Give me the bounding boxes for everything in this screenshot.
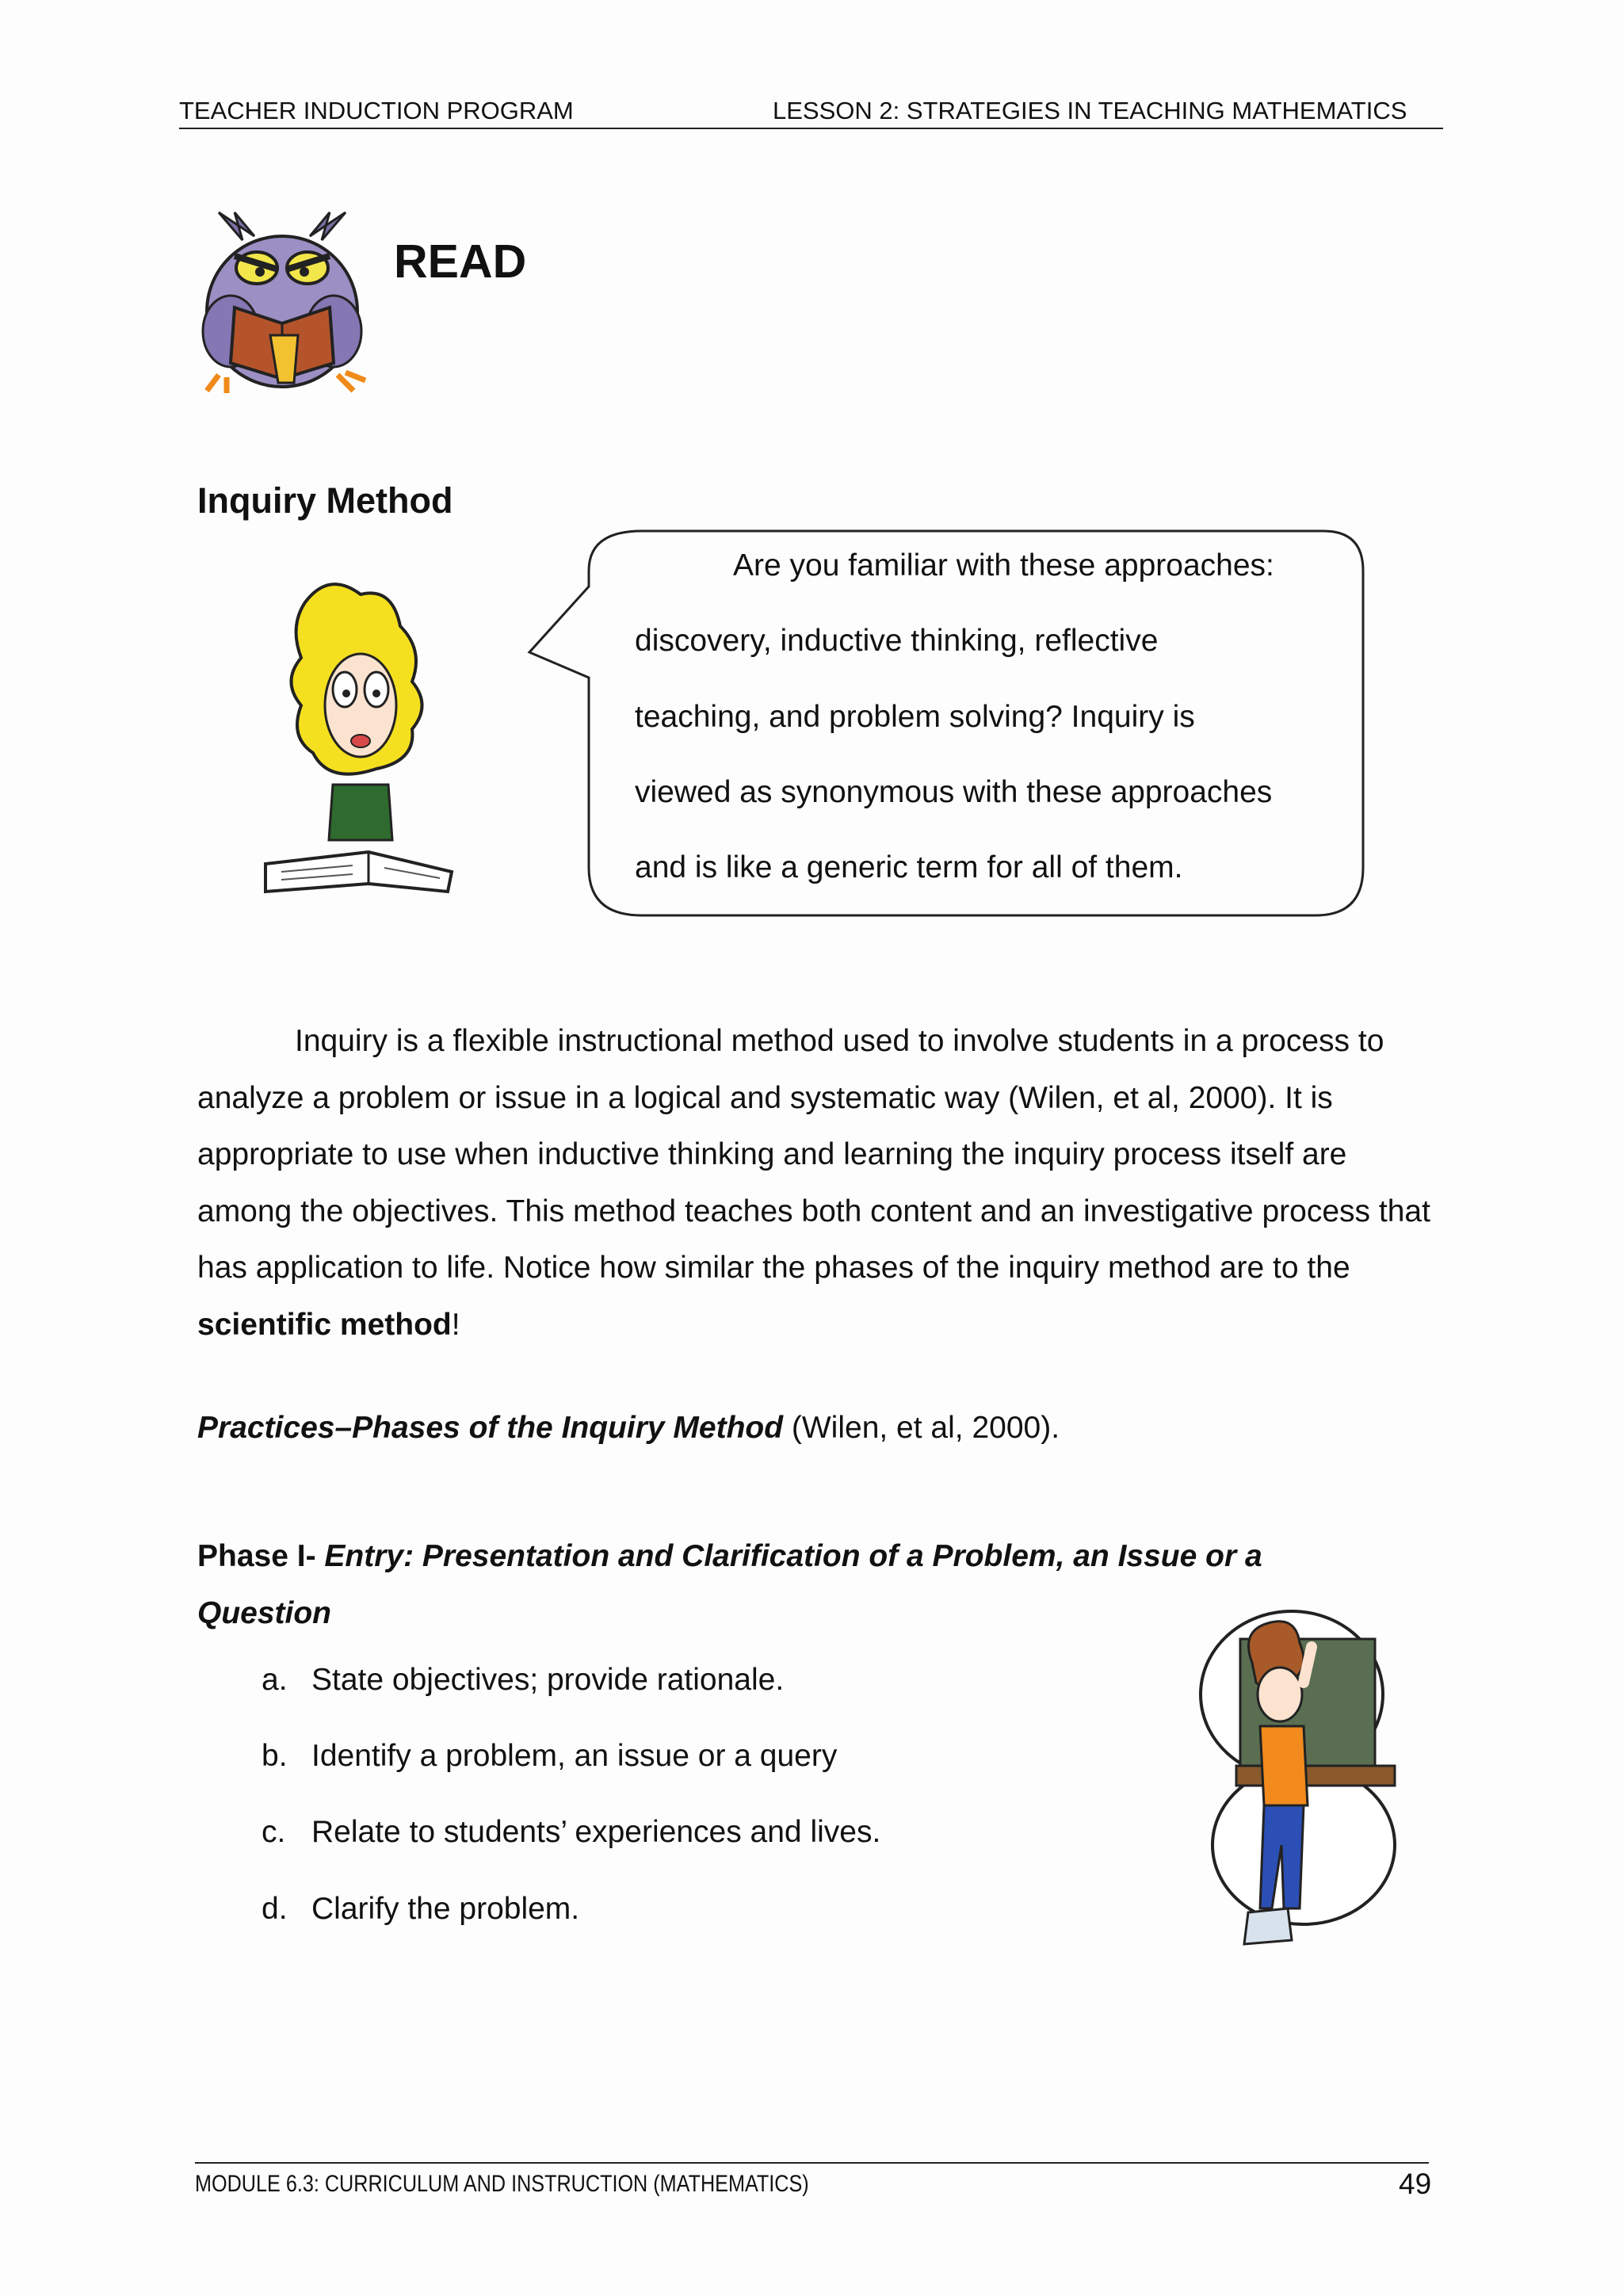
practices-citation: (Wilen, et al, 2000).: [783, 1411, 1060, 1445]
bubble-line-2: discovery, inductive thinking, reflective: [635, 624, 1159, 658]
list-item: b. Identify a problem, an issue or a query: [262, 1739, 838, 1773]
paragraph-text: Inquiry is a flexible instructional method used to involve students in a process to analyze a problem or issue in a logical and systematic way (Wilen, et al, 2000). It is appropriate to use when inductive thinking and learning the inquiry process itself are among the objectives. This method teaches both content and an investigative process that has application to life. Notice how similar the phases of the inquiry method are to the: [197, 1024, 1430, 1285]
boy-at-board-illustration: [1193, 1607, 1403, 1956]
bubble-line-4: viewed as synonymous with these approaches: [635, 775, 1273, 809]
girl-reading-illustration: [258, 571, 464, 904]
read-title: READ: [394, 235, 527, 288]
footer-rule: [195, 2162, 1429, 2164]
list-item: c. Relate to students’ experiences and lives.: [262, 1815, 881, 1849]
header-rule: [179, 128, 1443, 129]
bubble-line-1: Are you familiar with these approaches:: [733, 548, 1274, 583]
paragraph-bold-term: scientific method: [197, 1307, 452, 1342]
header-right: LESSON 2: STRATEGIES IN TEACHING MATHEMATICS: [773, 97, 1407, 124]
paragraph-end: !: [451, 1307, 460, 1342]
footer-module: MODULE 6.3: CURRICULUM AND INSTRUCTION (MATHEMATICS): [195, 2171, 809, 2197]
body-paragraph: [197, 1013, 1434, 1353]
owl-reading-icon: [187, 197, 377, 395]
list-item: a. State objectives; provide rationale.: [262, 1663, 785, 1697]
bubble-line-3: teaching, and problem solving? Inquiry is: [635, 700, 1195, 734]
section-title: Inquiry Method: [197, 480, 453, 521]
page-number: 49: [1399, 2168, 1432, 2200]
phase-label: Phase I-: [197, 1539, 325, 1573]
practices-title: Practices–Phases of the Inquiry Method: [197, 1411, 784, 1445]
list-item: d. Clarify the problem.: [262, 1892, 580, 1926]
bubble-line-5: and is like a generic term for all of them.: [635, 850, 1183, 884]
practices-heading: [197, 1411, 1060, 1446]
header-left: TEACHER INDUCTION PROGRAM: [179, 97, 574, 124]
phase-title: Entry: Presentation and Clarification of a Problem, an Issue or a Question: [197, 1539, 1262, 1630]
